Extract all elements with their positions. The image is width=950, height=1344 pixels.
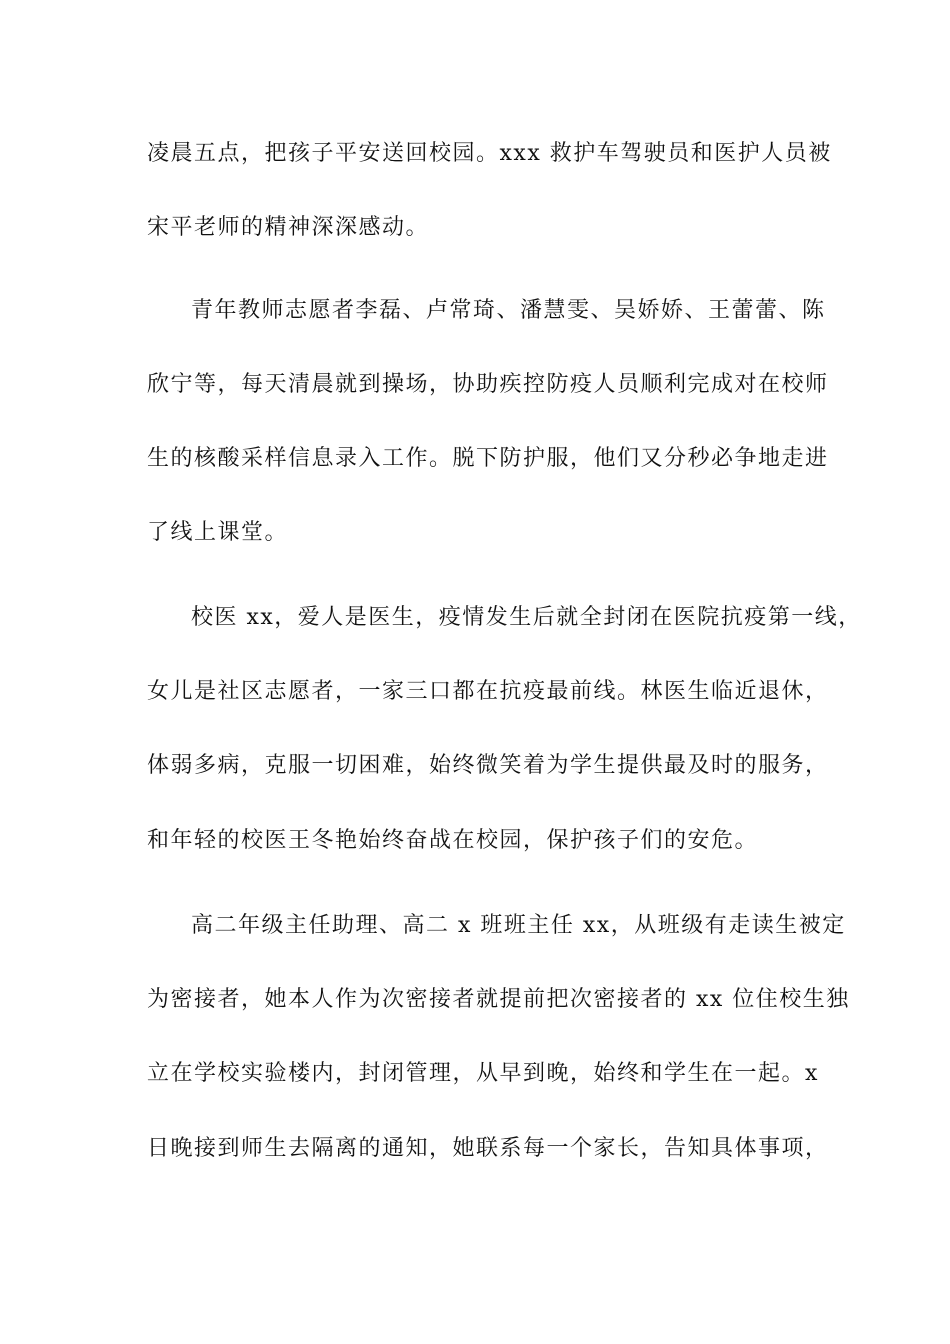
paragraph-2-line-1: 青年教师志愿者李磊、卢常琦、潘慧雯、吴娇娇、王蕾蕾、陈 <box>191 298 826 323</box>
paragraph-2-line-2: 欣宁等，每天清晨就到操场，协助疾控防疫人员顺利完成对在校师 <box>147 372 829 397</box>
paragraph-3-line-1: 校医 xx，爱人是医生，疫情发生后就全封闭在医院抗疫第一线， <box>191 605 862 630</box>
paragraph-2-line-4: 了线上课堂。 <box>147 520 289 545</box>
paragraph-3-line-3: 体弱多病，克服一切困难，始终微笑着为学生提供最及时的服务， <box>147 753 829 778</box>
paragraph-4-line-4: 日晚接到师生去隔离的通知，她联系每一个家长，告知具体事项， <box>147 1136 829 1161</box>
paragraph-4-line-3: 立在学校实验楼内，封闭管理，从早到晚，始终和学生在一起。x <box>147 1061 819 1086</box>
paragraph-2-line-3: 生的核酸采样信息录入工作。脱下防护服，他们又分秒必争地走进 <box>147 446 829 471</box>
paragraph-1-line-1: 凌晨五点，把孩子平安送回校园。xxx 救护车驾驶员和医护人员被 <box>147 141 832 166</box>
paragraph-4-line-1: 高二年级主任助理、高二 x 班班主任 xx，从班级有走读生被定 <box>191 913 846 938</box>
paragraph-3-line-4: 和年轻的校医王冬艳始终奋战在校园，保护孩子们的安危。 <box>147 828 759 853</box>
paragraph-1-line-2: 宋平老师的精神深深感动。 <box>147 215 430 240</box>
paragraph-4-line-2: 为密接者，她本人作为次密接者就提前把次密接者的 xx 位住校生独 <box>147 987 850 1012</box>
paragraph-3-line-2: 女儿是社区志愿者，一家三口都在抗疫最前线。林医生临近退休， <box>147 679 829 704</box>
